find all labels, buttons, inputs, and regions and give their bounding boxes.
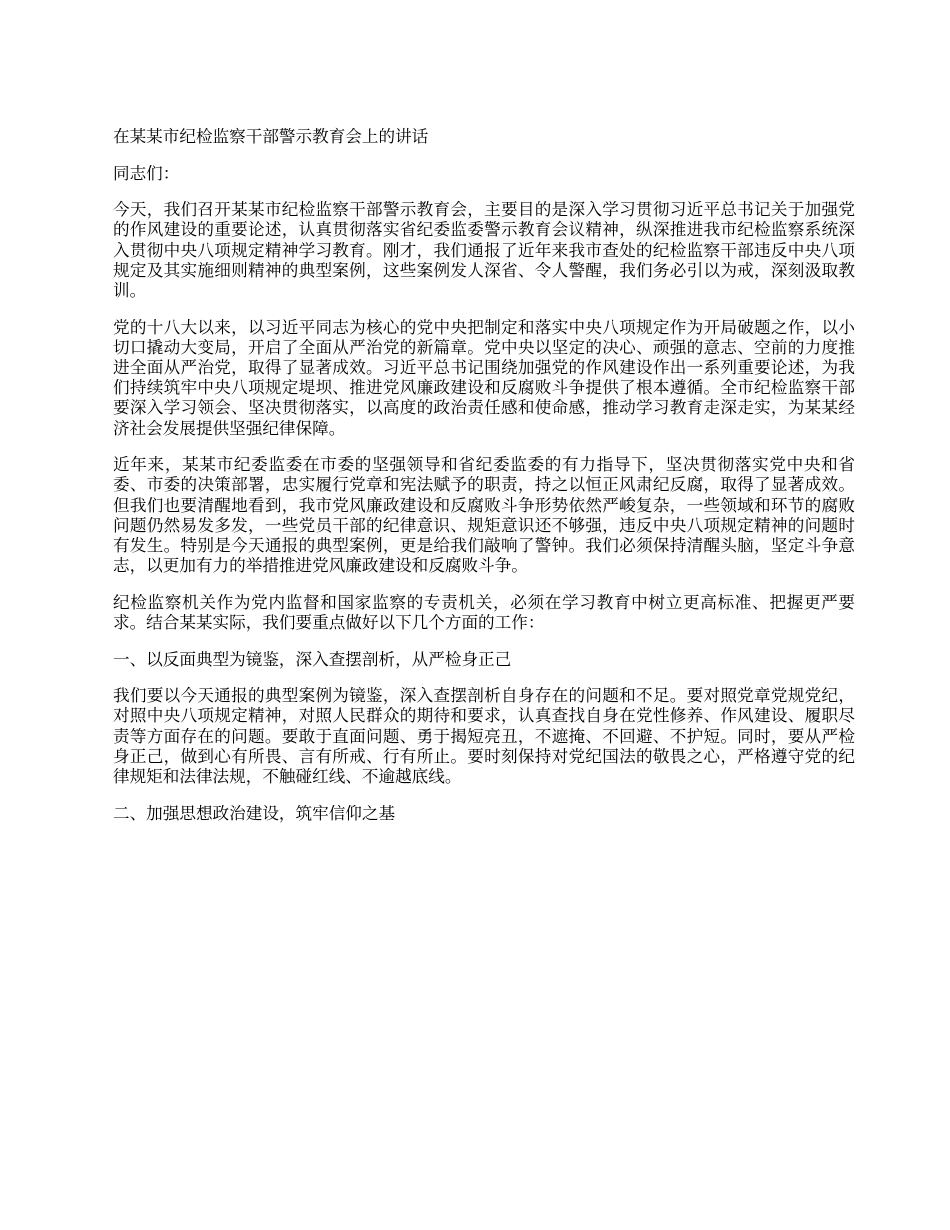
document-page <box>113 127 855 840</box>
section-heading-2: 二、加强思想政治建设，筑牢信仰之基 <box>113 803 396 823</box>
paragraph-intro: 今天，我们召开某某市纪检监察干部警示教育会，主要目的是深入学习贯彻习近平总书记关于加强党的作风建设的重要论述，认真贯彻落实省纪委监委警示教育会议精神，纵深推进我市纪检监察系统深入贯彻中央八项规定精神学习教育。刚才，我们通报了近年来我市查处的纪检监察干部违反中央八项规定及其实施细则精神的典型案例，这些案例发人深省、令人警醒，我们务必引以为戒，深刻汲取教训。 <box>113 200 855 300</box>
paragraph-background: 党的十八大以来，以习近平同志为核心的党中央把制定和落实中央八项规定作为开局破题之作，以小切口撬动大变局，开启了全面从严治党的新篇章。党中央以坚定的决心、顽强的意志、空前的力度推进全面从严治党，取得了显著成效。习近平总书记围绕加强党的作风建设作出一系列重要论述，为我们持续筑牢中央八项规定堤坝、推进党风廉政建设和反腐败斗争提供了根本遵循。全市纪检监察干部要深入学习领会、坚决贯彻落实，以高度的政治责任感和使命感，推动学习教育走深走实，为某某经济社会发展提供坚强纪律保障。 <box>113 317 855 438</box>
salutation: 同志们： <box>113 163 180 183</box>
section-body-1: 我们要以今天通报的典型案例为镜鉴，深入查摆剖析自身存在的问题和不足。要对照党章党规党纪，对照中央八项规定精神，对照人民群众的期待和要求，认真查找自身在党性修养、作风建设、履职尽责等方面存在的问题。要敢于直面问题、勇于揭短亮丑，不遮掩、不回避、不护短。同时，要从严检身正己，做到心有所畏、言有所戒、行有所止。要时刻保持对党纪国法的敬畏之心，严格遵守党的纪律规矩和法律法规，不触碰红线、不逾越底线。 <box>113 686 855 787</box>
document-title: 在某某市纪检监察干部警示教育会上的讲话 <box>113 127 429 146</box>
paragraph-requirements: 纪检监察机关作为党内监督和国家监察的专责机关，必须在学习教育中树立更高标准、把握更严要求。结合某某实际，我们要重点做好以下几个方面的工作： <box>113 592 855 633</box>
paragraph-situation: 近年来，某某市纪委监委在市委的坚强领导和省纪委监委的有力指导下，坚决贯彻落实党中央和省委、市委的决策部署，忠实履行党章和宪法赋予的职责，持之以恒正风肃纪反腐，取得了显著成效。但我们也要清醒地看到，我市党风廉政建设和反腐败斗争形势依然严峻复杂，一些领域和环节的腐败问题仍然易发多发，一些党员干部的纪律意识、规矩意识还不够强，违反中央八项规定精神的问题时有发生。特别是今天通报的典型案例，更是给我们敲响了警钟。我们必须保持清醒头脑，坚定斗争意志，以更加有力的举措推进党风廉政建设和反腐败斗争。 <box>113 455 855 576</box>
section-heading-1: 一、以反面典型为镜鉴，深入查摆剖析，从严检身正己 <box>113 649 512 669</box>
